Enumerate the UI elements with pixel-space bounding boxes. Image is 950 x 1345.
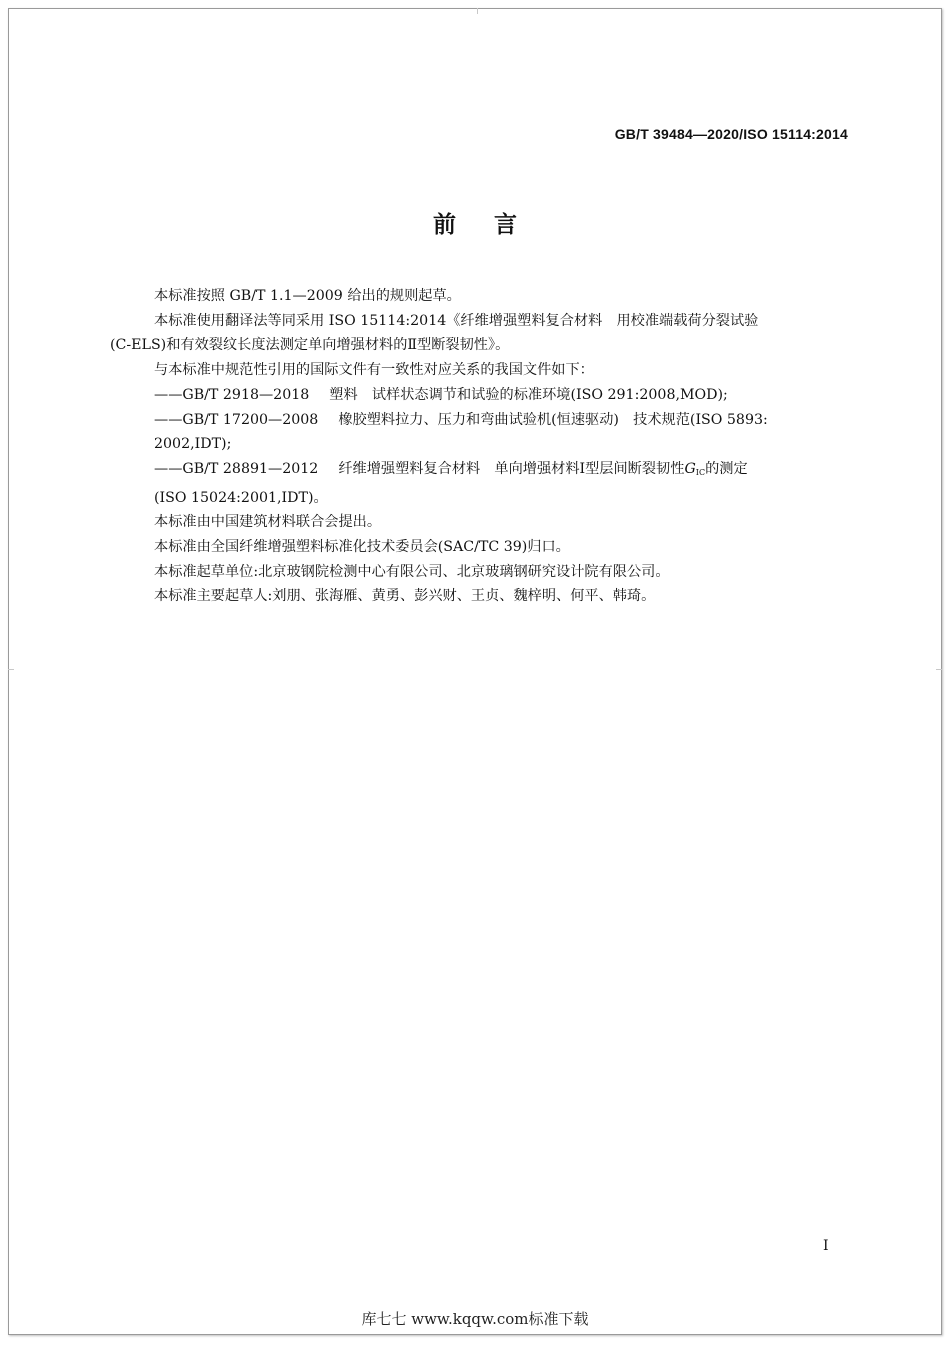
reference-suffix: (ISO 291:2008,MOD); <box>570 386 728 403</box>
reference-title: 纤维增强塑料复合材料 单向增强材料Ⅰ型层间断裂韧性 <box>338 460 685 477</box>
reference-item <box>110 408 850 433</box>
paragraph-references-intro: 与本标准中规范性引用的国际文件有一致性对应关系的我国文件如下： <box>154 362 594 379</box>
foreword-body <box>110 284 850 609</box>
page-title: 前言 <box>433 212 555 238</box>
reference-title: 橡胶塑料拉力、压力和弯曲试验机(恒速驱动) 技术规范 <box>338 411 690 428</box>
paragraph-managed-by: 本标准由全国纤维增强塑料标准化技术委员会(SAC/TC 39)归口。 <box>154 539 570 556</box>
standard-code: GB/T 39484—2020/ISO 15114:2014 <box>614 126 848 142</box>
page-number: I <box>823 1238 829 1254</box>
paragraph-proposed-by: 本标准由中国建筑材料联合会提出。 <box>154 514 382 531</box>
paragraph-adoption-line2: (C-ELS)和有效裂纹长度法测定单向增强材料的Ⅱ型断裂韧性》。 <box>110 337 510 354</box>
paragraph-adoption-line1: 本标准使用翻译法等同采用 ISO 15114:2014《纤维增强塑料复合材料 用校准端载荷分裂试验 <box>154 312 759 329</box>
reference-code: ——GB/T 17200—2008 <box>154 411 319 428</box>
fracture-toughness-symbol: $G_{IC}$ <box>684 460 706 477</box>
reference-continuation: 2002,IDT); <box>154 436 232 453</box>
reference-suffix: (ISO 5893: <box>689 411 768 428</box>
reference-title-end: 的测定 <box>705 460 748 477</box>
paragraph-drafting-rules: 本标准按照 GB/T 1.1—2009 给出的规则起草。 <box>154 288 461 304</box>
reference-code: ——GB/T 2918—2018 <box>154 386 310 403</box>
paragraph-drafting-units: 本标准起草单位:北京玻钢院检测中心有限公司、北京玻璃钢研究设计院有限公司。 <box>154 563 670 580</box>
reference-code: ——GB/T 28891—2012 <box>154 460 319 477</box>
paragraph-drafters: 本标准主要起草人:刘朋、张海雁、黄勇、彭兴财、王贞、魏梓明、何平、韩琦。 <box>154 588 656 605</box>
reference-title: 塑料 试样状态调节和试验的标准环境 <box>329 386 571 403</box>
reference-item <box>110 457 850 486</box>
reference-continuation: (ISO 15024:2001,IDT)。 <box>154 489 328 506</box>
footer-watermark: 库七七 www.kqqw.com标准下载 <box>361 1310 589 1328</box>
reference-item <box>110 383 850 408</box>
